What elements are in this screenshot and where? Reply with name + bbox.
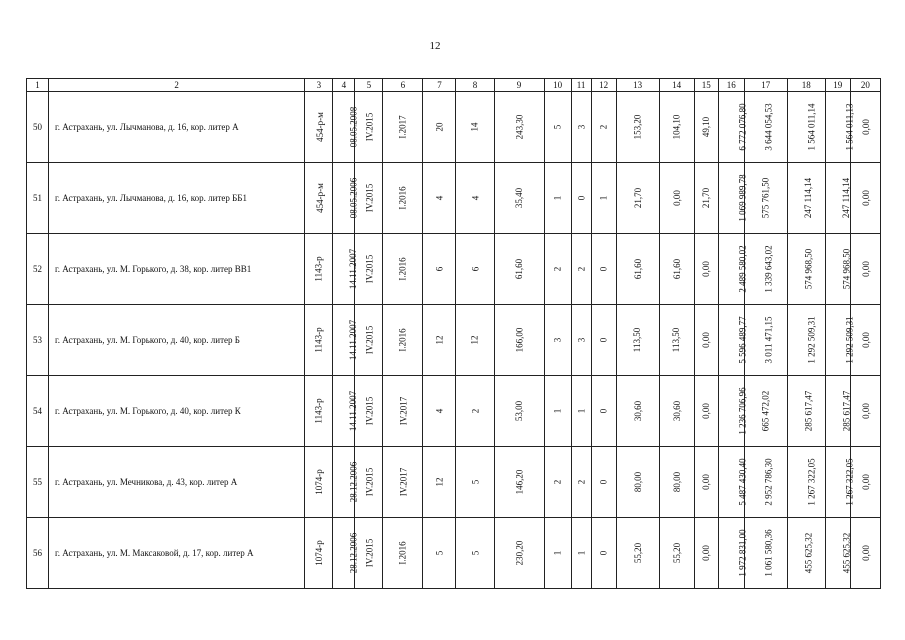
cell-c16-text: 1 972 831,00 xyxy=(737,529,748,577)
cell-doc xyxy=(305,518,333,589)
cell-c14 xyxy=(659,447,694,518)
cell-c7 xyxy=(423,92,456,163)
cell-c13-text: 80,00 xyxy=(632,471,643,493)
cell-doc-text: 1143-р xyxy=(313,398,324,424)
cell-c12 xyxy=(591,305,616,376)
cell-c19 xyxy=(825,92,855,163)
cell-c7 xyxy=(423,305,456,376)
cell-c9-text: 166,00 xyxy=(514,327,525,353)
cell-c19-text: 1 292 509,31 xyxy=(844,316,855,364)
cell-c18 xyxy=(787,447,825,518)
cell-c13 xyxy=(616,163,659,234)
cell-c11 xyxy=(571,447,591,518)
cell-c10-text: 2 xyxy=(552,266,563,272)
cell-c8 xyxy=(456,163,494,234)
cell-address: г. Астрахань, ул. М. Горького, д. 40, кор. литер Б xyxy=(49,305,305,376)
cell-c14-text: 104,10 xyxy=(671,114,682,140)
cell-doc xyxy=(305,234,333,305)
cell-c6-text: I.2017 xyxy=(397,115,408,139)
cell-date xyxy=(333,447,359,518)
cell-c12-text: 0 xyxy=(598,408,609,414)
cell-c20-text: 0,00 xyxy=(860,474,871,490)
cell-c12 xyxy=(591,92,616,163)
cell-c18 xyxy=(787,305,825,376)
cell-n: 50 xyxy=(27,92,49,163)
header-cell: 8 xyxy=(456,79,494,92)
cell-c11-text: 0 xyxy=(576,195,587,201)
cell-c7-text: 20 xyxy=(434,122,445,132)
table-row xyxy=(27,376,881,447)
cell-c9 xyxy=(494,234,544,305)
cell-c13 xyxy=(616,234,659,305)
cell-n: 55 xyxy=(27,447,49,518)
cell-n: 54 xyxy=(27,376,49,447)
cell-c12-text: 0 xyxy=(598,337,609,343)
cell-c5-text: IV.2015 xyxy=(364,254,375,284)
cell-c7-text: 4 xyxy=(434,195,445,201)
cell-date-text: 28.12.2006 xyxy=(348,461,359,503)
cell-c11 xyxy=(571,234,591,305)
cell-c10-text: 5 xyxy=(552,124,563,130)
cell-c11-text: 1 xyxy=(576,550,587,556)
cell-c10-text: 2 xyxy=(552,479,563,485)
cell-c6 xyxy=(383,518,423,589)
cell-c14 xyxy=(659,305,694,376)
header-cell: 17 xyxy=(744,79,787,92)
cell-c7-text: 5 xyxy=(434,550,445,556)
cell-c19 xyxy=(825,447,855,518)
header-cell: 3 xyxy=(305,79,333,92)
cell-c20 xyxy=(850,92,880,163)
table-row xyxy=(27,305,881,376)
cell-c11 xyxy=(571,518,591,589)
cell-c9 xyxy=(494,518,544,589)
cell-c18-text: 285 617,47 xyxy=(803,390,814,432)
cell-c5-text: IV.2015 xyxy=(364,325,375,355)
cell-c9 xyxy=(494,305,544,376)
cell-c20-text: 0,00 xyxy=(860,403,871,419)
cell-c14 xyxy=(659,163,694,234)
cell-c20-text: 0,00 xyxy=(860,190,871,206)
cell-c14 xyxy=(659,92,694,163)
cell-c12 xyxy=(591,163,616,234)
cell-c11 xyxy=(571,163,591,234)
cell-c8-text: 14 xyxy=(469,122,480,132)
header-cell: 19 xyxy=(825,79,850,92)
cell-c5 xyxy=(355,234,383,305)
cell-c6 xyxy=(383,447,423,518)
cell-c9-text: 61,60 xyxy=(514,258,525,280)
cell-c10 xyxy=(544,92,571,163)
cell-c6 xyxy=(383,163,423,234)
cell-c20 xyxy=(850,518,880,589)
cell-c8-text: 5 xyxy=(469,550,480,556)
cell-c16-text: 5 596 489,77 xyxy=(737,316,748,364)
cell-c6 xyxy=(383,234,423,305)
cell-date-text: 14.11.2007 xyxy=(348,319,359,361)
cell-doc-text: 1143-р xyxy=(313,256,324,282)
cell-c17 xyxy=(744,447,787,518)
cell-c10-text: 1 xyxy=(552,550,563,556)
cell-c13-text: 113,50 xyxy=(632,327,643,353)
cell-doc-text: 454-р-м xyxy=(315,112,326,142)
cell-c5-text: IV.2015 xyxy=(364,183,375,213)
cell-date-text: 14.11.2007 xyxy=(348,390,359,432)
cell-c12-text: 0 xyxy=(598,266,609,272)
cell-date xyxy=(333,92,359,163)
cell-c5-text: IV.2015 xyxy=(364,538,375,568)
cell-c13 xyxy=(616,305,659,376)
cell-c20 xyxy=(850,163,880,234)
cell-c13-text: 30,60 xyxy=(632,400,643,422)
cell-c14-text: 30,60 xyxy=(671,400,682,422)
cell-c6-text: I.2016 xyxy=(397,541,408,565)
cell-c8-text: 4 xyxy=(469,195,480,201)
cell-c12-text: 0 xyxy=(598,550,609,556)
cell-c18-text: 574 968,50 xyxy=(803,248,814,290)
cell-c15 xyxy=(694,447,718,518)
cell-c10 xyxy=(544,447,571,518)
cell-c17-text: 665 472,02 xyxy=(760,390,771,432)
cell-c15-text: 0,00 xyxy=(701,332,712,348)
cell-c15-text: 0,00 xyxy=(701,403,712,419)
cell-c8-text: 5 xyxy=(469,479,480,485)
cell-c8 xyxy=(456,305,494,376)
cell-c7-text: 4 xyxy=(434,408,445,414)
cell-c16 xyxy=(718,518,748,589)
cell-c20-text: 0,00 xyxy=(860,545,871,561)
cell-c20 xyxy=(850,447,880,518)
cell-date-text: 08.05.2006 xyxy=(348,177,359,219)
cell-c17 xyxy=(744,376,787,447)
cell-c19-text: 285 617,47 xyxy=(841,390,852,432)
cell-c7 xyxy=(423,518,456,589)
cell-c10-text: 1 xyxy=(552,195,563,201)
cell-c11 xyxy=(571,92,591,163)
cell-doc xyxy=(305,305,333,376)
header-cell: 16 xyxy=(718,79,744,92)
cell-c18 xyxy=(787,234,825,305)
cell-c19 xyxy=(825,376,850,447)
cell-c5-text: IV.2015 xyxy=(364,467,375,497)
cell-c16-text: 6 772 076,80 xyxy=(737,103,748,151)
cell-c17 xyxy=(744,518,787,589)
cell-date-text: 14.11.2007 xyxy=(348,248,359,290)
table-row xyxy=(27,92,881,163)
table-row xyxy=(27,447,881,518)
cell-c13 xyxy=(616,518,659,589)
cell-c19-text: 1 267 322,05 xyxy=(844,458,855,506)
cell-c14-text: 55,20 xyxy=(671,542,682,564)
cell-c18-text: 247 114,14 xyxy=(802,177,813,219)
cell-c7-text: 6 xyxy=(434,266,445,272)
cell-c10-text: 3 xyxy=(552,337,563,343)
cell-c11-text: 3 xyxy=(576,124,587,130)
cell-c9 xyxy=(494,376,544,447)
header-cell: 12 xyxy=(591,79,616,92)
cell-c15 xyxy=(694,518,718,589)
cell-c7 xyxy=(423,376,456,447)
cell-doc xyxy=(305,376,333,447)
table-row xyxy=(27,518,881,589)
cell-c20-text: 0,00 xyxy=(860,119,871,135)
cell-c9-text: 35,40 xyxy=(514,187,525,209)
header-cell: 6 xyxy=(383,79,423,92)
cell-c9-text: 53,00 xyxy=(514,400,525,422)
cell-c15-text: 0,00 xyxy=(701,545,712,561)
cell-c17-text: 3 011 471,15 xyxy=(763,316,774,364)
cell-c15-text: 49,10 xyxy=(701,116,712,138)
header-cell: 5 xyxy=(355,79,383,92)
table-row xyxy=(27,163,881,234)
cell-c8 xyxy=(456,234,494,305)
cell-c10 xyxy=(544,518,571,589)
header-cell: 15 xyxy=(694,79,718,92)
cell-date xyxy=(333,163,359,234)
header-cell: 2 xyxy=(49,79,305,92)
cell-c13-text: 55,20 xyxy=(632,542,643,564)
cell-c5 xyxy=(355,518,383,589)
cell-c14 xyxy=(659,234,694,305)
header-cell: 7 xyxy=(423,79,456,92)
header-cell: 14 xyxy=(659,79,694,92)
cell-c7 xyxy=(423,234,456,305)
cell-c12 xyxy=(591,518,616,589)
cell-address: г. Астрахань, ул. Мечникова, д. 43, кор. литер А xyxy=(49,447,305,518)
housing-table xyxy=(26,78,881,589)
cell-c5 xyxy=(355,376,383,447)
cell-c17-text: 3 644 054,53 xyxy=(763,103,774,151)
cell-c11-text: 1 xyxy=(576,408,587,414)
cell-doc xyxy=(305,447,333,518)
cell-c6-text: IV.2017 xyxy=(397,467,408,497)
cell-c19 xyxy=(825,305,855,376)
header-cell: 11 xyxy=(571,79,591,92)
cell-c12-text: 1 xyxy=(598,195,609,201)
cell-c7-text: 12 xyxy=(434,477,445,487)
cell-c14-text: 0,00 xyxy=(671,190,682,206)
cell-c5-text: IV.2015 xyxy=(364,396,375,426)
cell-c17 xyxy=(744,92,787,163)
cell-doc-text: 1074-р xyxy=(313,540,324,566)
cell-c9 xyxy=(494,447,544,518)
cell-c11 xyxy=(571,376,591,447)
cell-date xyxy=(333,234,359,305)
cell-c14 xyxy=(659,376,694,447)
cell-c19 xyxy=(825,234,850,305)
cell-c13 xyxy=(616,376,659,447)
cell-c7 xyxy=(423,163,456,234)
cell-c13-text: 21,70 xyxy=(632,187,643,209)
cell-c20 xyxy=(850,305,880,376)
cell-c12 xyxy=(591,376,616,447)
cell-c10 xyxy=(544,305,571,376)
cell-c15 xyxy=(694,234,718,305)
table-row xyxy=(27,234,881,305)
cell-c18-text: 455 625,32 xyxy=(803,532,814,574)
cell-c17 xyxy=(744,163,787,234)
cell-c6-text: I.2016 xyxy=(397,186,408,210)
cell-c19-text: 1 564 011,13 xyxy=(844,103,855,151)
cell-c6 xyxy=(383,92,423,163)
cell-c18 xyxy=(787,92,825,163)
cell-c18-text: 1 292 509,31 xyxy=(806,316,817,364)
cell-date-text: 08.05.2008 xyxy=(348,106,359,148)
cell-c7-text: 12 xyxy=(434,335,445,345)
cell-n: 56 xyxy=(27,518,49,589)
cell-c9 xyxy=(494,92,544,163)
cell-c17 xyxy=(744,234,787,305)
cell-c6 xyxy=(383,305,423,376)
cell-c20-text: 0,00 xyxy=(860,332,871,348)
cell-c15 xyxy=(694,92,718,163)
cell-c9 xyxy=(494,163,544,234)
header-cell: 4 xyxy=(333,79,355,92)
cell-c9-text: 230,20 xyxy=(514,540,525,566)
cell-c17 xyxy=(744,305,787,376)
cell-c10 xyxy=(544,376,571,447)
cell-c15 xyxy=(694,305,718,376)
cell-c19-text: 455 625,32 xyxy=(841,532,852,574)
cell-c20 xyxy=(850,234,880,305)
cell-c15 xyxy=(694,376,718,447)
cell-c19-text: 574 968,50 xyxy=(841,248,852,290)
cell-c12-text: 2 xyxy=(598,124,609,130)
cell-c20-text: 0,00 xyxy=(860,261,871,277)
cell-address: г. Астрахань, ул. М. Горького, д. 38, кор. литер ВВ1 xyxy=(49,234,305,305)
cell-date xyxy=(333,376,359,447)
cell-c15-text: 21,70 xyxy=(701,187,712,209)
cell-c13-text: 153,20 xyxy=(632,114,643,140)
page-number: 12 xyxy=(429,40,441,52)
cell-c11 xyxy=(571,305,591,376)
cell-c16 xyxy=(718,447,748,518)
table-body xyxy=(27,92,881,589)
cell-c9-text: 146,20 xyxy=(514,469,525,495)
cell-doc xyxy=(305,92,333,163)
cell-c9-text: 243,30 xyxy=(514,114,525,140)
cell-c8 xyxy=(456,518,494,589)
cell-c6-text: I.2016 xyxy=(397,257,408,281)
cell-c11-text: 2 xyxy=(576,479,587,485)
cell-c17-text: 2 952 786,30 xyxy=(763,458,774,506)
cell-c8-text: 2 xyxy=(469,408,480,414)
cell-doc-text: 454-р-м xyxy=(315,183,326,213)
cell-c8-text: 6 xyxy=(469,266,480,272)
cell-c17-text: 1 339 643,02 xyxy=(763,245,774,293)
cell-c6 xyxy=(383,376,423,447)
cell-date xyxy=(333,305,359,376)
cell-c5 xyxy=(355,163,383,234)
header-cell: 10 xyxy=(544,79,571,92)
cell-c10 xyxy=(544,234,571,305)
cell-c16 xyxy=(718,234,748,305)
cell-c12 xyxy=(591,234,616,305)
cell-c15-text: 0,00 xyxy=(701,261,712,277)
cell-c11-text: 2 xyxy=(576,266,587,272)
header-cell: 1 xyxy=(27,79,49,92)
cell-c10 xyxy=(544,163,571,234)
cell-c14-text: 80,00 xyxy=(671,471,682,493)
cell-c8 xyxy=(456,447,494,518)
cell-c19 xyxy=(825,518,850,589)
cell-doc-text: 1143-р xyxy=(313,327,324,353)
cell-c15 xyxy=(694,163,718,234)
cell-c8 xyxy=(456,92,494,163)
cell-c14-text: 113,50 xyxy=(671,327,682,353)
cell-c13 xyxy=(616,92,659,163)
header-cell: 20 xyxy=(850,79,880,92)
cell-c13 xyxy=(616,447,659,518)
cell-c17-text: 575 761,50 xyxy=(760,177,771,219)
cell-c18 xyxy=(787,376,825,447)
cell-c20 xyxy=(850,376,880,447)
cell-c16-text: 1 069 989,78 xyxy=(737,174,748,222)
cell-c16-text: 1 236 706,96 xyxy=(737,387,748,435)
cell-n: 52 xyxy=(27,234,49,305)
cell-doc xyxy=(305,163,333,234)
cell-c15-text: 0,00 xyxy=(701,474,712,490)
cell-c19-text: 247 114,14 xyxy=(840,177,851,219)
header-cell: 9 xyxy=(494,79,544,92)
cell-address: г. Астрахань, ул. М. Горького, д. 40, кор. литер К xyxy=(49,376,305,447)
cell-n: 51 xyxy=(27,163,49,234)
header-cell: 18 xyxy=(787,79,825,92)
cell-c6-text: I.2016 xyxy=(397,328,408,352)
cell-c18-text: 1 267 322,05 xyxy=(806,458,817,506)
cell-address: г. Астрахань, ул. Лычманова, д. 16, кор. литер А xyxy=(49,92,305,163)
cell-address: г. Астрахань, ул. М. Максаковой, д. 17, кор. литер А xyxy=(49,518,305,589)
cell-c16 xyxy=(718,305,748,376)
cell-c7 xyxy=(423,447,456,518)
cell-date-text: 28.12.2006 xyxy=(348,532,359,574)
cell-c6-text: IV.2017 xyxy=(397,396,408,426)
header-cell: 13 xyxy=(616,79,659,92)
cell-n: 53 xyxy=(27,305,49,376)
cell-c16 xyxy=(718,163,748,234)
cell-c16-text: 5 487 430,40 xyxy=(737,458,748,506)
cell-c17-text: 1 061 580,36 xyxy=(763,529,774,577)
cell-c14-text: 61,60 xyxy=(671,258,682,280)
cell-address: г. Астрахань, ул. Лычманова, д. 16, кор. литер ББ1 xyxy=(49,163,305,234)
cell-doc-text: 1074-р xyxy=(313,469,324,495)
cell-c5-text: IV.2015 xyxy=(364,112,375,142)
cell-c11-text: 3 xyxy=(576,337,587,343)
cell-c5 xyxy=(355,92,383,163)
cell-c16-text: 2 489 580,02 xyxy=(737,245,748,293)
header-row xyxy=(27,79,881,92)
cell-c14 xyxy=(659,518,694,589)
cell-c12-text: 0 xyxy=(598,479,609,485)
cell-c8 xyxy=(456,376,494,447)
cell-c18 xyxy=(787,518,825,589)
cell-c8-text: 12 xyxy=(469,335,480,345)
cell-c10-text: 1 xyxy=(552,408,563,414)
cell-c5 xyxy=(355,447,383,518)
cell-c13-text: 61,60 xyxy=(632,258,643,280)
cell-date xyxy=(333,518,359,589)
cell-c5 xyxy=(355,305,383,376)
cell-c19 xyxy=(825,163,850,234)
cell-c16 xyxy=(718,376,748,447)
cell-c16 xyxy=(718,92,748,163)
cell-c12 xyxy=(591,447,616,518)
cell-c18 xyxy=(787,163,825,234)
cell-c18-text: 1 564 011,14 xyxy=(806,103,817,151)
